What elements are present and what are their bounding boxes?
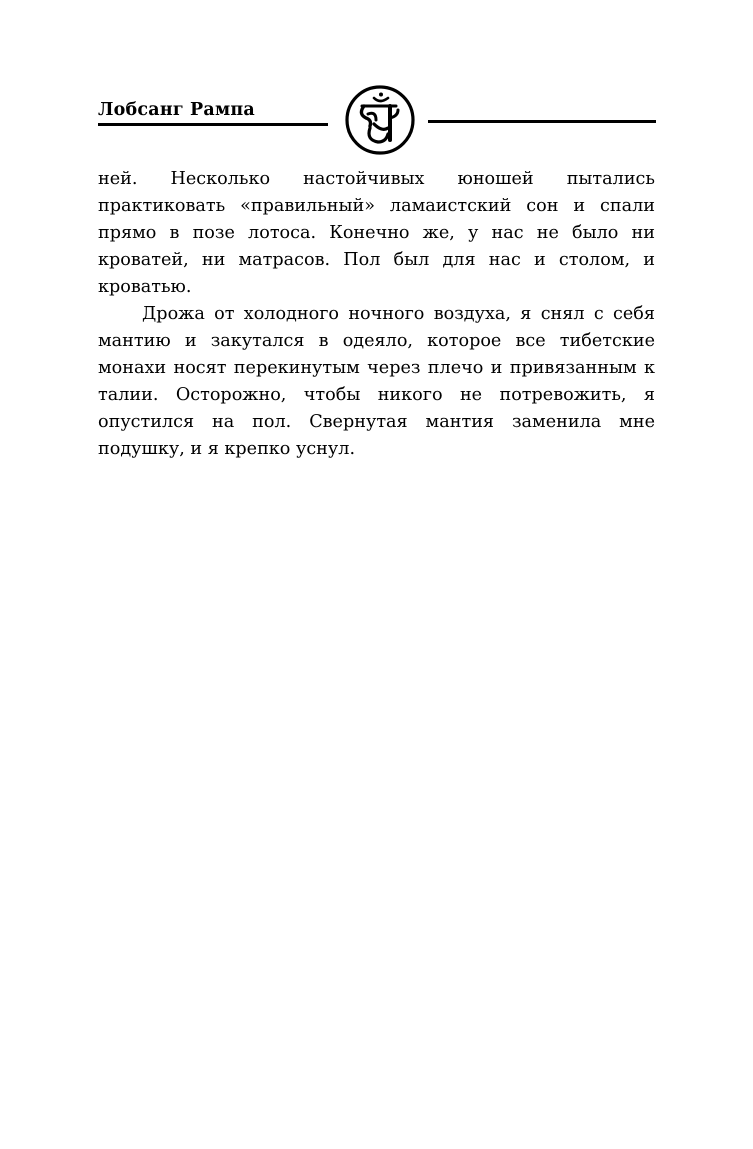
author-name: Лобсанг Рампа (98, 100, 255, 120)
page-body (98, 166, 655, 463)
paragraph: ней. Несколько настойчивых юношей пытались практиковать «правильный» ламаистский сон и спали прямо в позе лотоса. Конечно же, у нас не было ни кроватей, ни матрасов. Пол был для нас и столом, и кроватью. (98, 169, 655, 297)
paragraph: Дрожа от холодного ночного воздуха, я снял с себя мантию и закутался в одеяло, которое все тибетские монахи носят перекинутым через плечо и привязанным к талии. Осторожно, чтобы никого не потревожить, я опустился на пол. Свернутая мантия заменила мне подушку, и я крепко уснул. (98, 304, 655, 459)
running-header (98, 80, 656, 160)
om-symbol-icon (344, 84, 416, 156)
header-rule-right (428, 120, 656, 123)
header-rule-left (98, 123, 328, 126)
